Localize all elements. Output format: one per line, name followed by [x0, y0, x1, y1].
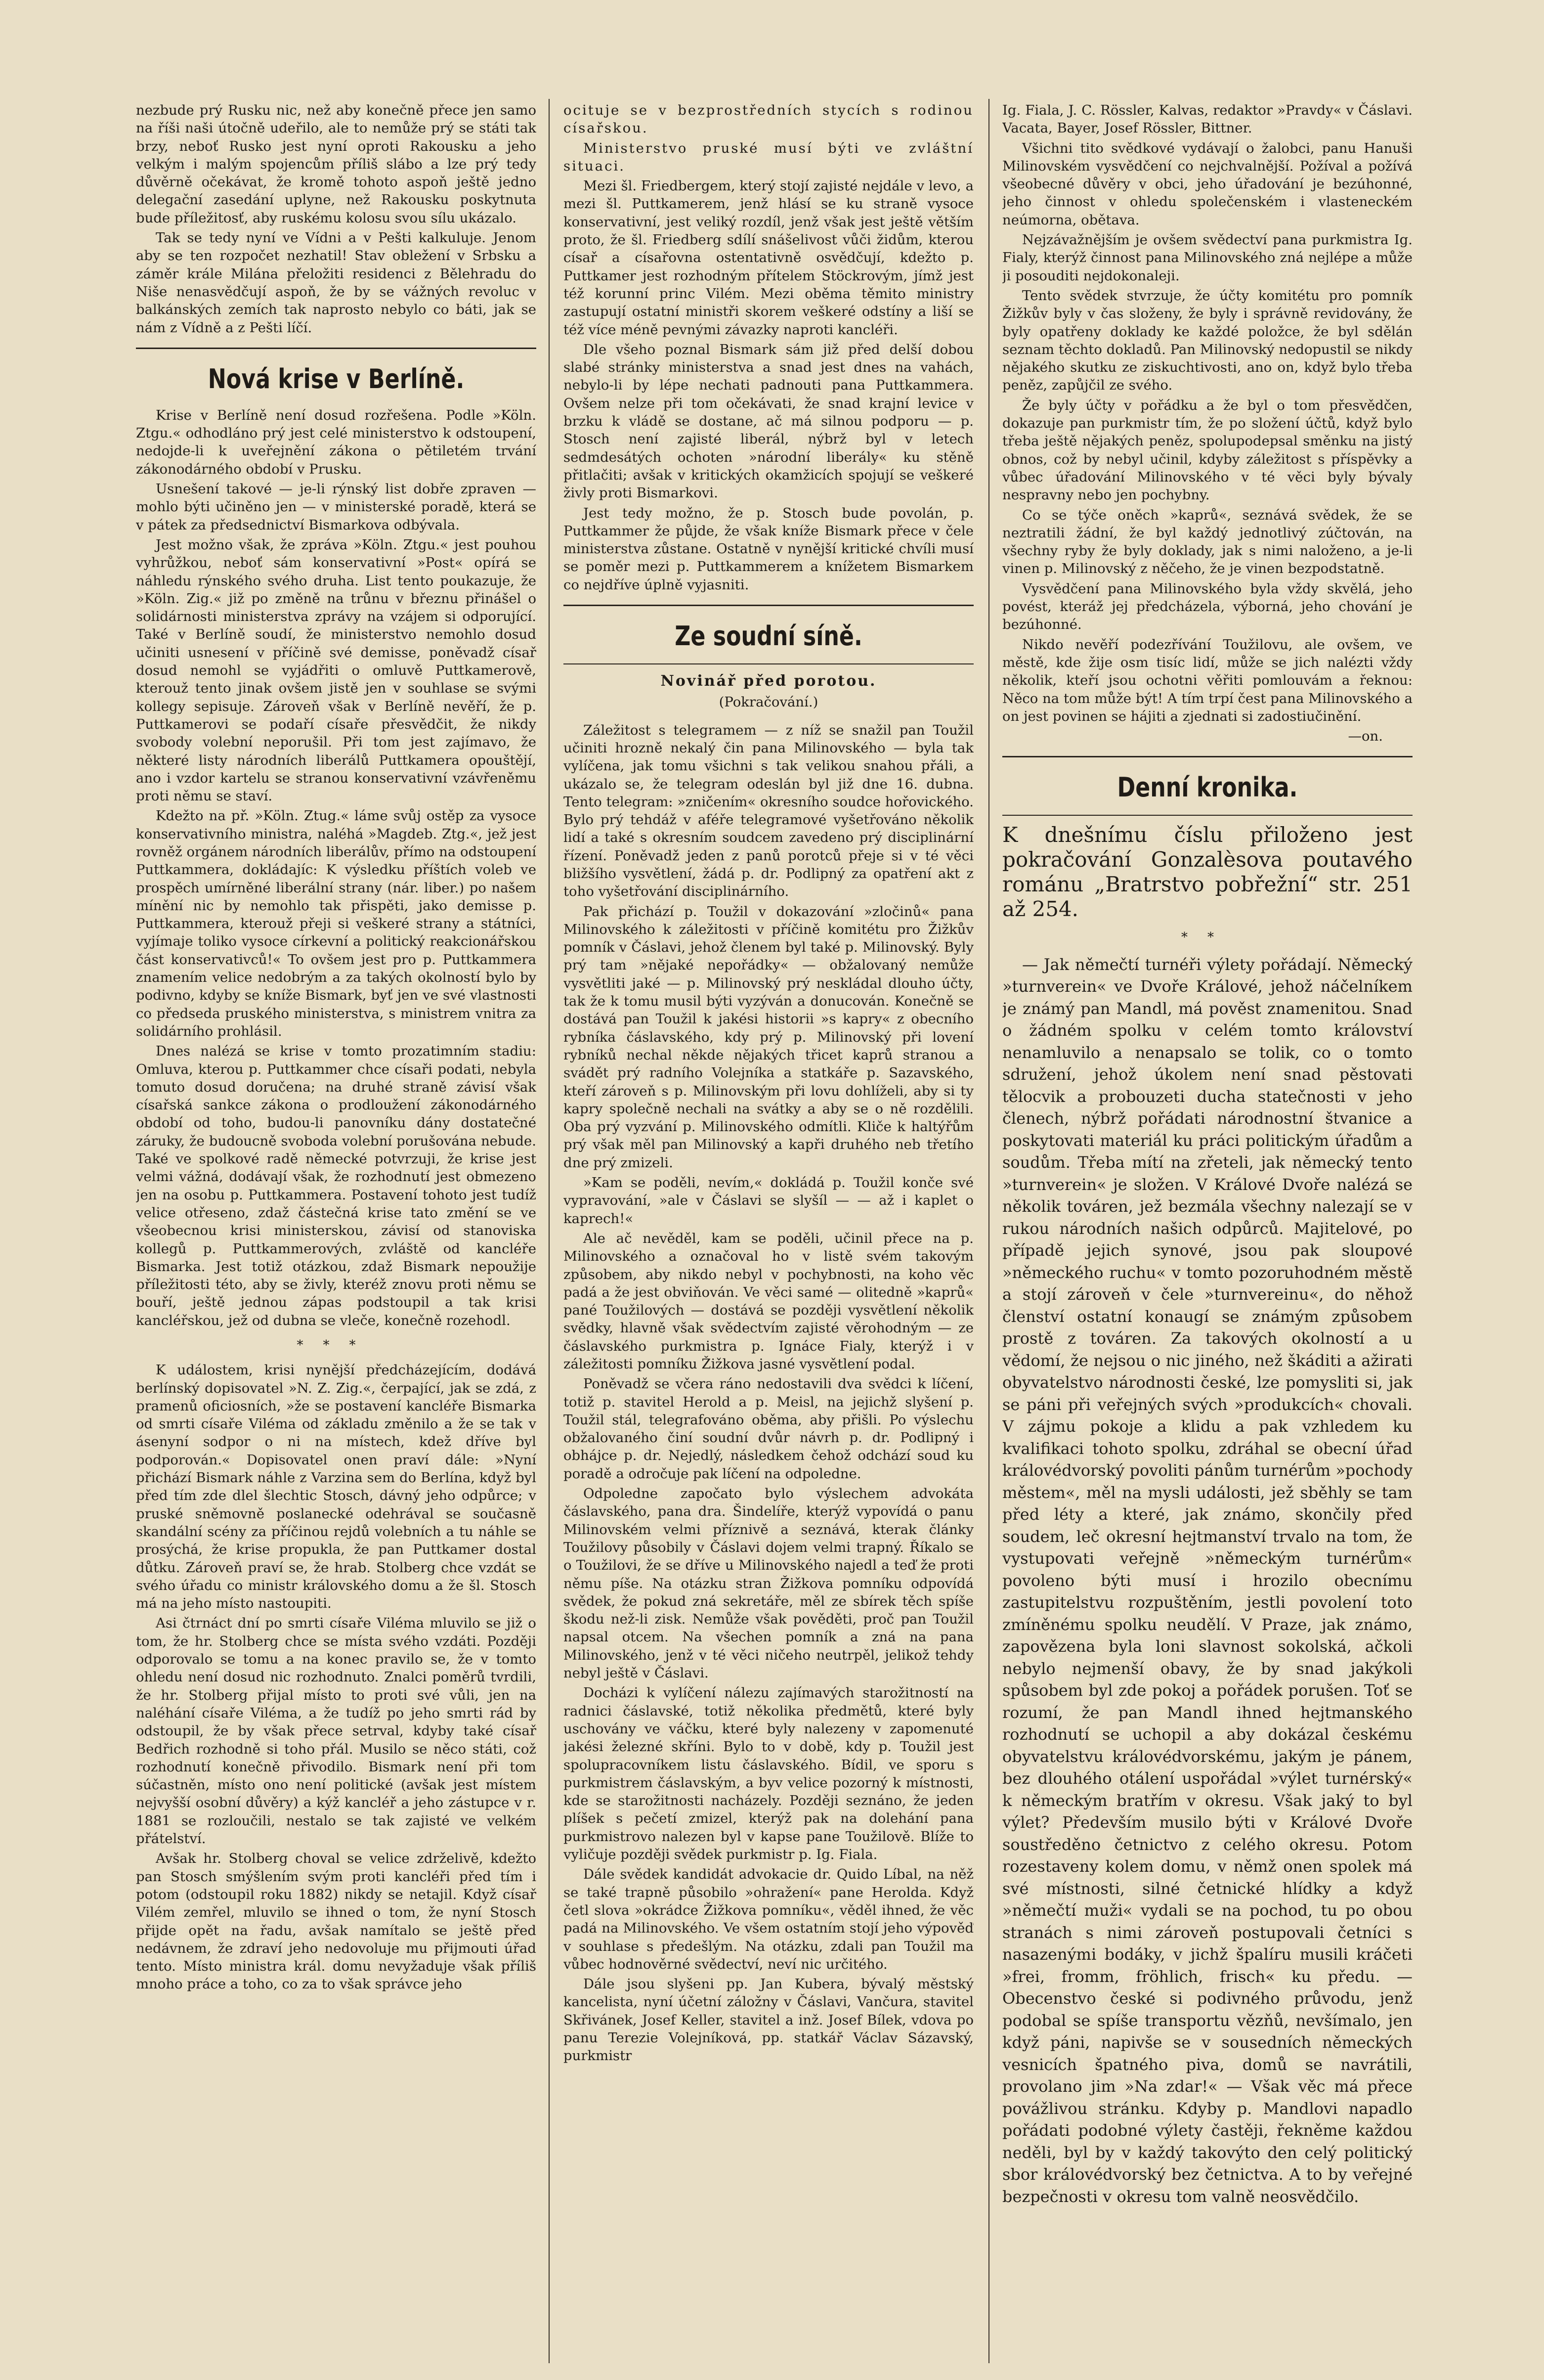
- paragraph: Asi čtrnáct dní po smrti císaře Viléma mluvilo se již o tom, že hr. Stolberg chce se místa svého vzdáti. Později odporovalo se tomu a na konec pravilo se, že v tomto ohledu není dosud nic rozhodnuto. Znalci poměrů tvrdili, že hr. Stolberg přijal místo to proti své vůli, jen na naléhání císaře Viléma, a že tudíž po jeho smrti rád by odstoupil, že by však přece setrval, kdyby také císař Bedřich rozhodně si toho přál. Musilo se něco státi, což rozhodnutí konečně přivodilo. Bismark není při tom súčastněn, místo ono není politické (avšak jest místem nejvyšší osobní důvěry) a kýž kancléř a jeho zástupce v r. 1881 se rozloučili, nestalo se tak zajisté ve velkém přátelství.: [136, 1615, 536, 1847]
- paragraph: K událostem, krisi nynější předcházejícím, dodává berlínský dopisovatel »N. Z. Zig.«, čerpající, jak se zdá, z pramenů oficiosních, »že se postavení kancléře Bismarka od smrti císaře Viléma od základu změnilo a že se tak v ásenyní sodpor o ni na místech, kdež dříve byl podporován.« Dopisovatel onen praví dále: »Nyní přichází Bismark náhle z Varzina sem do Berlína, když byl před tím zde dlel šlechtic Stosch, dávný jeho odpůrce; v pruské sněmovně poslanecké odehrával se současně skandální scény za příčinou rejdů volebních a tu náhle se prosýchá, že krise propukla, že pan Puttkamer dostal důtku. Zároveň praví se, že hrab. Stolberg chce vzdát se svého úřadu co ministr královského domu a že šl. Stosch má na jeho místo nastoupiti.: [136, 1362, 536, 1612]
- column-right: [1002, 101, 1413, 2356]
- paragraph: Krise v Berlíně není dosud rozřešena. Podle »Köln. Ztgu.« odhodláno prý jest celé ministerstvo k odstoupení, nedojde-li k uveřejnění zákona o pětiletém trvání zákonodárného období v Prusku.: [136, 407, 536, 477]
- column-rule: [549, 99, 550, 2363]
- column-rule: [988, 99, 989, 2363]
- column-middle: [563, 101, 974, 2356]
- section-heading: Ze soudní síně.: [675, 620, 862, 652]
- paragraph: Dle všeho poznal Bismark sám již před delší dobou slabé stránky ministerstva a snad jest dnes na vahách, nebylo-li by lépe nechati padnouti pana Puttkammera. Ovšem nelze při tom očekávati, že snad krajní levice v brzku k vládě se dostane, ač má silnou podporu — p. Stosch není zajisté liberál, nýbrž byl v letech sedmdesátých ochoten »národní liberály« ku stěně přitlačiti; avšak v kritických okamžicích spojují se veškeré živly proti Bismarkovi.: [563, 341, 974, 501]
- section-divider: [136, 348, 536, 349]
- paragraph: — Jak němečtí turnéři výlety pořádají. Německý »turnverein« ve Dvoře Králové, jehož náčelníkem je známý pan Mandl, má pověst znamenitou. Snad o žádném spolku v celém tomto království nenamluvilo a nenapsalo se tolik, co o tomto sdružení, jehož úkolem není snad pěstovati tělocvik a probouzeti ducha statečnosti v jeho členech, nýbrž pořádati národnostní štvanice a poskytovati materiál ku práci politickým úřadům a soudům. Třeba mítí na zřeteli, jak německý tento »turnverein« je složen. V Králové Dvoře nalézá se několik továren, jež bezmála všechny nalezají se v rukou národních našich odpůrců. Majitelové, po případě jejich synové, jsou pak sloupové »německého ruchu« v tomto pozoruhodném městě a stojí zároveň v čele »turnvereinu«, do něhož členství ostatní konaugí se známým způsobem prostě z továren. Za takových okolností a u vědomí, že nejsou o nic jiného, než škáditi a ažirati obyvatelstvo národnosti české, lze pomysliti si, jak se páni při veřejných svých »produkcích« chovali. V zájmu pokoje a klidu a pak vzhledem ku kvalifikaci tohoto spolku, zdráhal se obecní úřad královédvorský povoliti pánům turnérům »pochody městem«, měl na mysli události, jež sběhly se tam před léty a které, jak známo, skončily před soudem, leč okresní hejtmanství trvalo na tom, že vystupovati veřejně »německým turnérům« povoleno býti musí i hrozilo obecnímu zastupitelstvu rozpuštěním, jestli povolení toto zmíněnému spolku neudělí. V Praze, jak známo, zapovězena byla loni slavnost sokolská, ačkoli nebylo nejmenší obavy, že by snad jakýkoli spůsobem byl zde pokoj a pořádek porušen. Toť se rozumí, že pan Mandl ihned hejtmanského rozhodnutí se uchopil a aby dokázal českému obyvatelstvu královédvorskému, jakým je pánem, bez dlouhého otálení uspořádal »výlet turnérský« k německým bratřím v okresu. Však jaký to byl výlet? Především musilo býti v Králové Dvoře soustředěno četnictvo z celého okresu. Potom rozestaveny kolem domu, v němž onen spolek má své místnosti, silné četnické hlídky a když »němečtí muži« vydali se na pochod, tu po obou stranách s nimi zároveň postupovali četníci s nasazenými bodáky, v jichž špalíru musili kráčeti »frei, fromm, fröhlich, frisch« ku předu. — Obecenstvo české si podivného průvodu, jenž podobal se spíše transportu vězňů, nevšímalo, jen když páni, napivše se v sousedních německých vesnicích špatného piva, domů se navrátili, provolano jim »Na zdar!« — Však věc má přece povážlivou stránku. Kdyby p. Mandlovi napadlo pořádati podobné výlety častěji, řekněme každou neděli, byl by v každý takovýto den celý politický sbor královédvorský bez četnictva. A to by veřejné bezpečnosti v okresu tom valně neosvědčilo.: [1002, 955, 1413, 2206]
- paragraph: Dále jsou slyšeni pp. Jan Kubera, bývalý městský kancelista, nyní účetní záložny v Čáslavi, Vančura, stavitel Skřivánek, Josef Keller, stavitel a inž. Josef Bílek, vdova po panu Terezie Volejníková, pp. statkář Václav Sázavský, purkmistr: [563, 1976, 974, 2064]
- paragraph: Ale ač nevěděl, kam se poděli, učinil přece na p. Milinovského a označoval ho v listě svém takovým způsobem, aby nikdo nebyl v pochybnosti, na koho věc padá a že jest obviňován. Ve věci samé — olitedně »kaprů« pané Toužilových — dostává se později vysvětlení několik svědky, hlavně však svědectvím zajisté věrohodným — ze čáslavského purkmistra p. Ignáce Fialy, kterýž i v záležitosti pomníku Žižkova jasné vysvětlení podal.: [563, 1230, 974, 1372]
- paragraph: Kdežto na př. »Köln. Ztug.« láme svůj ostěp za vysoce konservativního ministra, naléhá »Magdeb. Ztg.«, jež jest rovněž orgánem národních liberálův, přímo na odstoupení Puttkammera, dokládajíc: K výsledku příštích voleb ve prospěch umírněné liberální strany (nár. liber.) po našem mínění nic by nemohlo tak přispěti, jako demisse p. Puttkammera, kterouž přeji si veškeré strany a státníci, vyjímaje toliko vysoce církevní a politický reakcionářskou část konservativců!« To ovšem jest pro p. Puttkammera znamením velice nedobrým a za takých okolností bylo by podivno, kdyby se kníže Bismark, byť jen ve své vlastnosti co předseda pruského ministerstva, s ministrem vnitra za solidárního prohlásil.: [136, 808, 536, 1039]
- paragraph: Tak se tedy nyní ve Vídni a v Pešti kalkuluje. Jenom aby se ten rozpočet nezhatil! Stav obležení v Srbsku a záměr krále Milána přeložiti residenci z Bělehradu do Niše nenasvědčují aspoň, že by se vážných revoluc v balkánských zemích tak naprosto nebylo co báti, jak se nám z Vídně a z Pešti líčí.: [136, 230, 536, 336]
- paragraph: Jest tedy možno, že p. Stosch bude povolán, p. Puttkammer že půjde, že však kníže Bismark přece v čele ministerstva zůstane. Ostatně v nynější kritické chvíli musí se poměr mezi p. Puttkammerem a knížetem Bismarkem co nejdříve úplně vyjasniti.: [563, 505, 974, 593]
- paragraph: Avšak hr. Stolberg choval se velice zdrželivě, kdežto pan Stosch smýšlením svým proti kancléři před tím i potom (odstoupil roku 1882) nikdy se netajil. Když císař Vilém zemřel, mluvilo se ihned o tom, že nyní Stosch přijde opět na řadu, avšak namítalo se ještě před nedávnem, že zdraví jeho nedovoluje mu přijmouti úřad tento. Místo ministra král. domu nevyžaduje však příliš mnoho práce a toho, co za to však správce jeho: [136, 1851, 536, 1992]
- paragraph: ocituje se v bezprostředních stycích s rodinou císařskou.: [563, 102, 974, 136]
- paragraph: Vysvědčení pana Milinovského byla vždy skvělá, jeho povést, kteráž jej předcházela, výborná, jeho chování je bezúhonné.: [1002, 580, 1413, 633]
- section-heading: Nová krise v Berlíně.: [208, 363, 465, 395]
- paragraph: Nejzávažnějším je ovšem svědectví pana purkmistra Ig. Fialy, kterýž činnost pana Milinovského zná nejlépe a může ji posouditi nejdokonaleji.: [1002, 232, 1413, 284]
- paragraph: Odpoledne započato bylo výslechem advokáta čáslavského, pana dra. Šindelíře, kterýž vypovídá o panu Milinovském velmi příznivě a seznává, kterak články Toužilovy působily v Čáslavi dojem velmi trapný. Říkalo se o Toužilovi, že se dříve u Milinovského najedl a teď že proti němu píše. Na otázku stran Žižkova pomníku odpovídá svědek, že pokud zná sekretáře, měl ze sbírek těch spíše škodu než-li zisk. Nemůže však pověděti, proč pan Toužil napsal otcem. Na všechen pomník a zná na pana Milinovského, jenž v té věci ničeho neutrpěl, jelikož tehdy nebyl ještě v Čáslavi.: [563, 1486, 974, 1681]
- paragraph: Usnešení takové — je-li rýnský list dobře zpraven — mohlo býti učiněno jen — v ministerské poradě, která se v pátek za předsednictví Bismarkova odbývala.: [136, 481, 536, 533]
- section-divider: [563, 605, 974, 606]
- supplement-notice: K dnešnímu číslu přiloženo jest pokračování Gonzalèsova poutavého románu „Bratrstvo pobřežní“ str. 251 až 254.: [1002, 823, 1413, 922]
- paragraph: Nikdo nevěří podezřívání Toužilovu, ale ovšem, ve městě, kde žije osm tisíc lidí, může se jich nalézti vždy několik, kteří jsou ochotni věřiti pomlouvám a řeknou: Něco na tom může být! A tím trpí čest pana Milinovského a on jest povinen se hájiti a zjednati si zadostiučinění.: [1002, 636, 1413, 724]
- paragraph: Záležitost s telegramem — z níž se snažil pan Toužil učiniti hrozně nekalý čin pana Milinovského — byla tak vylíčena, jak tomu všichni s tak velikou snahou přáli, a ukázalo se, že telegram odeslán byl již dne 16. dubna. Tento telegram: »zničením« okresního soudce hořovického. Bylo prý tehdáž v aféře telegramové vyšetřováno několik lidí a také s okresním soudcem zavedeno prý disciplinární řízení. Poněvadž jeden z panů porotců přeje si v té věci bližšího vysvětlení, žádá p. dr. Podlipný za opatření akt z toho vyšetřování disciplinárního.: [563, 722, 974, 900]
- paragraph: Poněvadž se včera ráno nedostavili dva svědci k líčení, totiž p. stavitel Herold a p. Meisl, na jejichž slyšení p. Toužil stál, telegrafováno oběma, aby přišli. Po výslechu obžalovaného činí soudní dvůr návrh p. dr. Podlipný i obhájce p. dr. Nejedlý, následkem čehož odchází soud ku poradě a odročuje pak líčení na odpoledne.: [563, 1376, 974, 1482]
- paragraph: Co se týče oněch »kaprů«, seznává svědek, že se neztratili žádní, že byl každý jednotlivý zúčtován, na všechny ryby že byly doklady, jak s nimi naloženo, a je-li vinen p. Milinovský z něčeho, že je vinen bezpodstatně.: [1002, 507, 1413, 577]
- continuation-note: (Pokračování.): [719, 694, 818, 710]
- paragraph: Docházi k vylíčení nálezu zajímavých starožitností na radnici čáslavské, totiž několika předmětů, které byly uschovány ve váčku, které byly nalezeny v zapomenuté jakési železné skříni. Bylo to v době, kdy p. Toužil jest spolupracovníkem listu čáslavského. Bídil, ve sporu s purkmistrem čáslavským, a byv velice pozorný k místnosti, kde se starožitnosti nacházely. Později seznáno, že jeden plíšek s pečetí zmizel, kterýž pak na dolehání pana purkmistrovo nalezen byl v kapse pane Toužilově. Blíže to vyličuje později svědek purkmistr p. Ig. Fiala.: [563, 1685, 974, 1863]
- article-heading: Novinář před porotou.: [660, 672, 877, 690]
- paragraph: Ministerstvo pruské musí býti ve zvláštní situaci.: [563, 140, 974, 174]
- author-signature: —on.: [1348, 728, 1383, 745]
- section-heading: Denní kronika.: [1117, 772, 1298, 803]
- paragraph: »Kam se poděli, nevím,« dokládá p. Toužil konče své vypravování, »ale v Čáslavi se slyšíl — — až i kaplet o kaprech!«: [563, 1175, 974, 1227]
- section-divider: [1002, 756, 1413, 757]
- section-divider: [563, 663, 974, 664]
- section-divider: [1002, 815, 1413, 816]
- paragraph: Mezi šl. Friedbergem, který stojí zajisté nejdále v levo, a mezi šl. Puttkamerem, jenž hlásí se ku straně vysoce konservativní, jest veliký rozdíl, jenž však jest ještě větším proto, že šl. Friedberg sdílí snášelivost vůči židům, kterou císař a císařovna ostentativně osvědčují, kdežto p. Puttkamer jest rozhodným přítelem Stöckrovým, jímž jest též korunní princ Vilém. Mezi oběma těmito ministry zastupují ostatní ministři skorem veškeré odstíny a liší se též více méně pevnými závazky naproti kancléři.: [563, 178, 974, 338]
- paragraph: Dále svědek kandidát advokacie dr. Quido Líbal, na něž se také trapně působilo »ohražení« pane Herolda. Když četl slova »okrádce Žižkova pomníku«, věděl ihned, že věc padá na Milinovského. Ve všem ostatním stojí jeho výpověď v souhlase s předešlým. Na otázku, zdali pan Toužil ma vůbec hodnověrné svědectví, neví nic určitého.: [563, 1866, 974, 1972]
- paragraph: Že byly účty v pořádku a že byl o tom přesvědčen, dokazuje pan purkmistr tím, že po složení účtů, když bylo třeba ještě nějakých peněz, spolupodepsal směnku na jistý obnos, což by nebyl učinil, kdyby záležitost s příspěvky a vůbec úřadování Milinovského v té věci byly bývaly nespravny nebo jen pochybny.: [1002, 397, 1413, 503]
- paragraph: Dnes nalézá se krise v tomto prozatimním stadiu: Omluva, kterou p. Puttkammer chce císaři podati, nebyla tomuto dosud doručena; na druhé straně závisí však císařská sankce zákona o prodloužení zákonodárného období od toho, budou-li panovníku dány dostatečné záruky, že budoucně svoboda volební porušována nebude. Také ve spolkové radě německé potvrzuji, že krise jest velmi vážná, dodávají však, že rozhodnutí jest obmezeno jen na osobu p. Puttkammera. Postavení tohoto jest tudíž velice otřeseno, zdaž částečná krise tato změní se ve všeobecnou krisi ministerskou, závisí od stanoviska kollegů p. Puttkammerových, zvláště od kancléře Bismarka. Jest totiž otázkou, zdaž Bismark nepoužije příležitosti této, aby se živly, kteréž znovu proti němu se bouří, ještě jednou zápas podstoupil a tak krisi kancléřskou, jež od dubna se vleče, konečně rozehodl.: [136, 1043, 536, 1328]
- paragraph: nezbude prý Rusku nic, než aby konečně přece jen samo na říši naši útočně udeřilo, ale to nemůže prý se státi tak brzy, neboť Rusko jest nyní oproti Rakousku a jeho velkým i malým spojencům příliš slábo a lze prý tedy důvěrně očekávat, že kromě tohoto aspoň ještě jedno delegační zasedání uplyne, než Rakousku poskytnuta bude příležitosť, aby ruskému kolosu svou sílu ukázalo.: [136, 102, 536, 226]
- paragraph: Jest možno však, že zpráva »Köln. Ztgu.« jest pouhou vyhrůžkou, neboť sám konservativní »Post« opírá se náhledu rýnského svého druha. List tento poukazuje, že »Köln. Zig.« již po změně na trůnu v březnu přinášel o solidárnosti ministerstva zprávy na vzájem si odporující. Také v Berlíně soudí, že ministerstvo nemohlo dosud učiniti usnesení v příčině své demisse, poněvadž císař dosud nemohl se vyjádřiti o omluvě Puttkamerově, kterouž tento jinak ovšem jistě jen v souhlase se svými kollegy sepisuje. Zároveň však v Berlíně nevěří, že p. Puttkamerovi se podaří císaře přesvědčit, že nikdy svobody volební neporušil. Při tom jest zajímavo, že některé listy národních liberálů Puttkamera opouštějí, ano i vzdor kartelu se stranou konservativní vzávřeněmu proti němu se staví.: [136, 536, 536, 804]
- paragraph: Ig. Fiala, J. C. Rössler, Kalvas, redaktor »Pravdy« v Čáslavi. Vacata, Bayer, Josef Rössler, Bittner.: [1002, 102, 1413, 136]
- paragraph: Pak přichází p. Toužil v dokazování »zločinů« pana Milinovského k záležitosti v příčině komitétu pro Žižkův pomník v Čáslavi, jehož členem byl také p. Milinovský. Byly prý tam »nějaké nepořádky« — obžalovaný nemůže vysvětliti jaké — p. Milinovský prý neskládal dlouho účty, tak že k tomu musil býti vyzýván a donucován. Konečně se dostává pan Toužil k jakési historii »s kapry« z obecního rybníka čáslavského, kdy prý p. Milinovský při lovení rybníků nechal někde nějakých třicet kaprů stranou a svádět prý radního Volejníka a statkáře p. Sazavského, kteří zároveň s p. Milinovským při lovu dohlíželi, aby si ty kapry společně nechali na svátky a aby se o ně rozdělili. Oba prý vyzvání p. Milinovského odmítli. Kliče k haltýřům prý však měl pan Milinovský a kapři druhého neb třetího dne prý zmizeli.: [563, 903, 974, 1171]
- asterism: **: [1181, 930, 1234, 945]
- paragraph: Tento svědek stvrzuje, že účty komitétu pro pomník Žižkův byly v čas složeny, že byly i správně revidovány, že byly opatřeny doklady ke každé položce, že byl sdělán seznam těchto dokladů. Pan Milinovský nedopustil se nikdy nějakého skutku ze ziskuchtivosti, ano on, když bylo třeba peněz, zapůjčil ze svého.: [1002, 287, 1413, 394]
- asterism: ***: [297, 1338, 376, 1353]
- paragraph: Všichni tito svědkové vydávají o žalobci, panu Hanuši Milinovském vysvědčení co nejchvalnější. Požíval a požívá všeobecné důvěry v obci, jeho úřadování je bezúhonné, jeho činnost v ohledu společenském i vlasteneckém neúmorna, obětava.: [1002, 140, 1413, 228]
- column-left: [136, 101, 536, 2356]
